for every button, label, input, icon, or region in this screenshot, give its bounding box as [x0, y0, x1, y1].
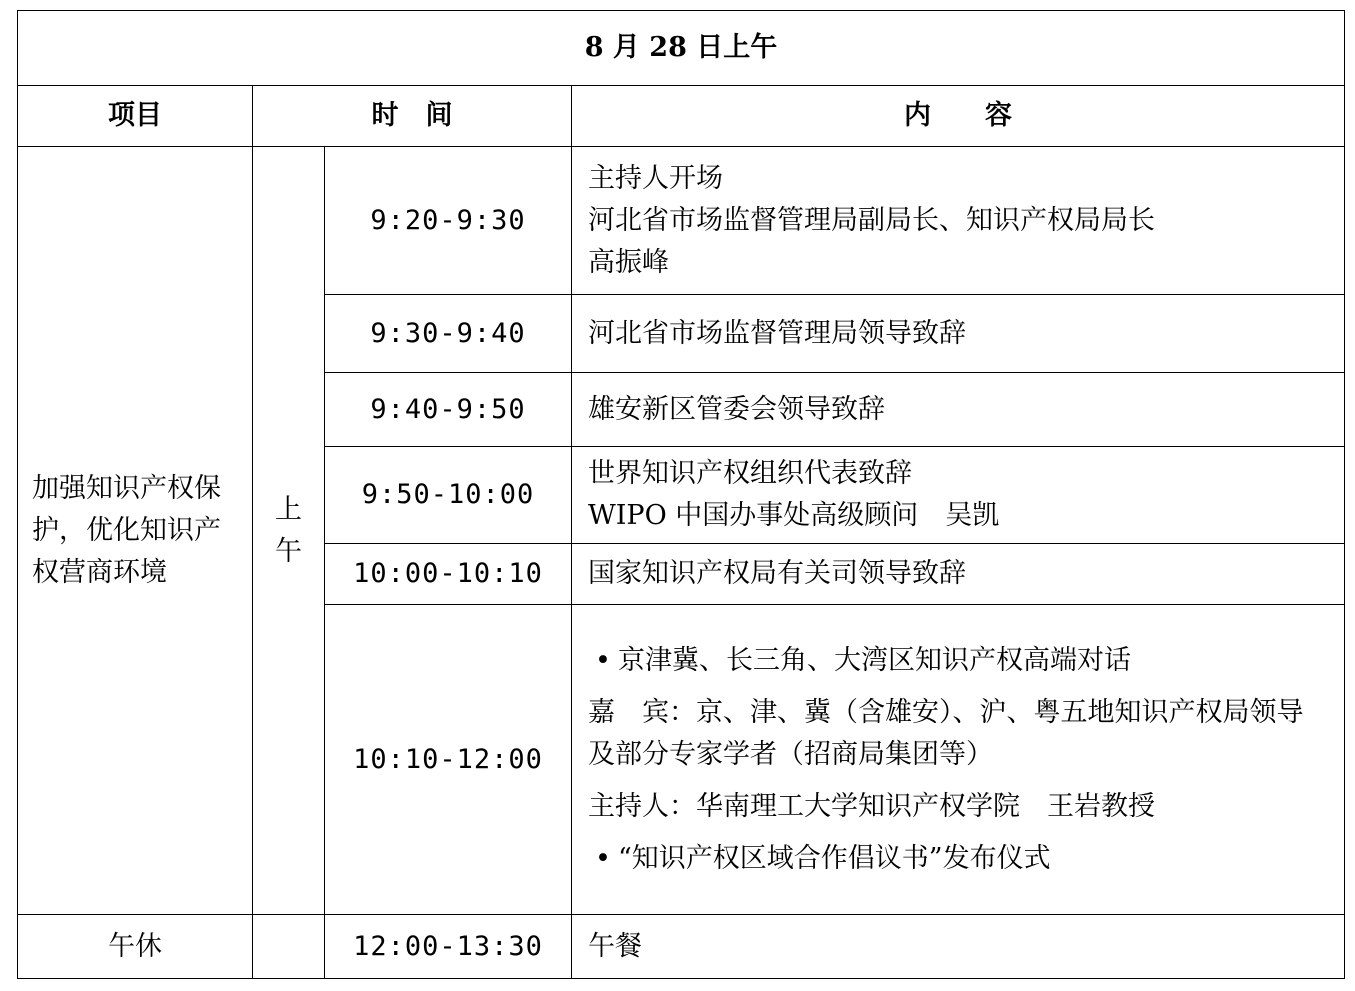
content-line: 国家知识产权局有关司领导致辞 — [588, 558, 966, 589]
release-line — [588, 838, 1330, 880]
schedule-table — [17, 10, 1345, 979]
period-char: 午 — [275, 535, 302, 567]
period-char: 上 — [275, 493, 302, 525]
header-project: 项目 — [18, 86, 253, 147]
time-slot: 9:30-9:40 — [325, 295, 572, 373]
content-line: 河北省市场监督管理局副局长、知识产权局局长 — [588, 204, 1155, 236]
dialogue-line — [588, 640, 1330, 682]
time-slot: 9:50-10:00 — [325, 447, 572, 544]
header-time: 时 间 — [253, 86, 572, 147]
bullet-icon: • — [595, 644, 611, 676]
content-cell — [572, 373, 1345, 447]
table-row — [18, 147, 1345, 295]
time-slot: 10:00-10:10 — [325, 544, 572, 605]
content-line: 雄安新区管委会领导致辞 — [588, 393, 885, 425]
bullet-icon: • — [595, 842, 611, 874]
time-slot: 9:40-9:50 — [325, 373, 572, 447]
content-cell — [572, 544, 1345, 605]
guests-line: 嘉 宾：京、津、冀（含雄安）、沪、粤五地知识产权局领导及部分专家学者（招商局集团等） — [588, 696, 1304, 770]
lunch-row — [18, 915, 1345, 979]
empty-cell — [253, 915, 325, 979]
dialogue-text: 京津冀、长三角、大湾区知识产权高端对话 — [618, 644, 1131, 676]
schedule-title: 8 月 28 日上午 — [18, 11, 1345, 86]
content-cell: 午餐 — [572, 915, 1345, 979]
content-line: 世界知识产权组织代表致辞 — [588, 458, 912, 489]
time-slot: 12:00-13:30 — [325, 915, 572, 979]
header-row — [18, 86, 1345, 147]
project-label: 加强知识产权保护，优化知识产权营商环境 — [18, 147, 253, 915]
period-label — [253, 147, 325, 915]
lunch-label: 午休 — [18, 915, 253, 979]
time-slot: 9:20-9:30 — [325, 147, 572, 295]
content-cell — [572, 447, 1345, 544]
host-line: 主持人：华南理工大学知识产权学院 王岩教授 — [588, 790, 1155, 822]
header-content: 内 容 — [572, 86, 1345, 147]
release-text: “知识产权区域合作倡议书”发布仪式 — [618, 842, 1051, 874]
content-cell — [572, 605, 1345, 915]
content-line: WIPO 中国办事处高级顾问 吴凯 — [588, 500, 1000, 531]
content-line: 河北省市场监督管理局领导致辞 — [588, 317, 966, 349]
content-line: 高振峰 — [588, 246, 669, 278]
content-line: 主持人开场 — [588, 162, 723, 194]
time-slot: 10:10-12:00 — [325, 605, 572, 915]
content-cell — [572, 147, 1345, 295]
title-row — [18, 11, 1345, 86]
content-cell — [572, 295, 1345, 373]
